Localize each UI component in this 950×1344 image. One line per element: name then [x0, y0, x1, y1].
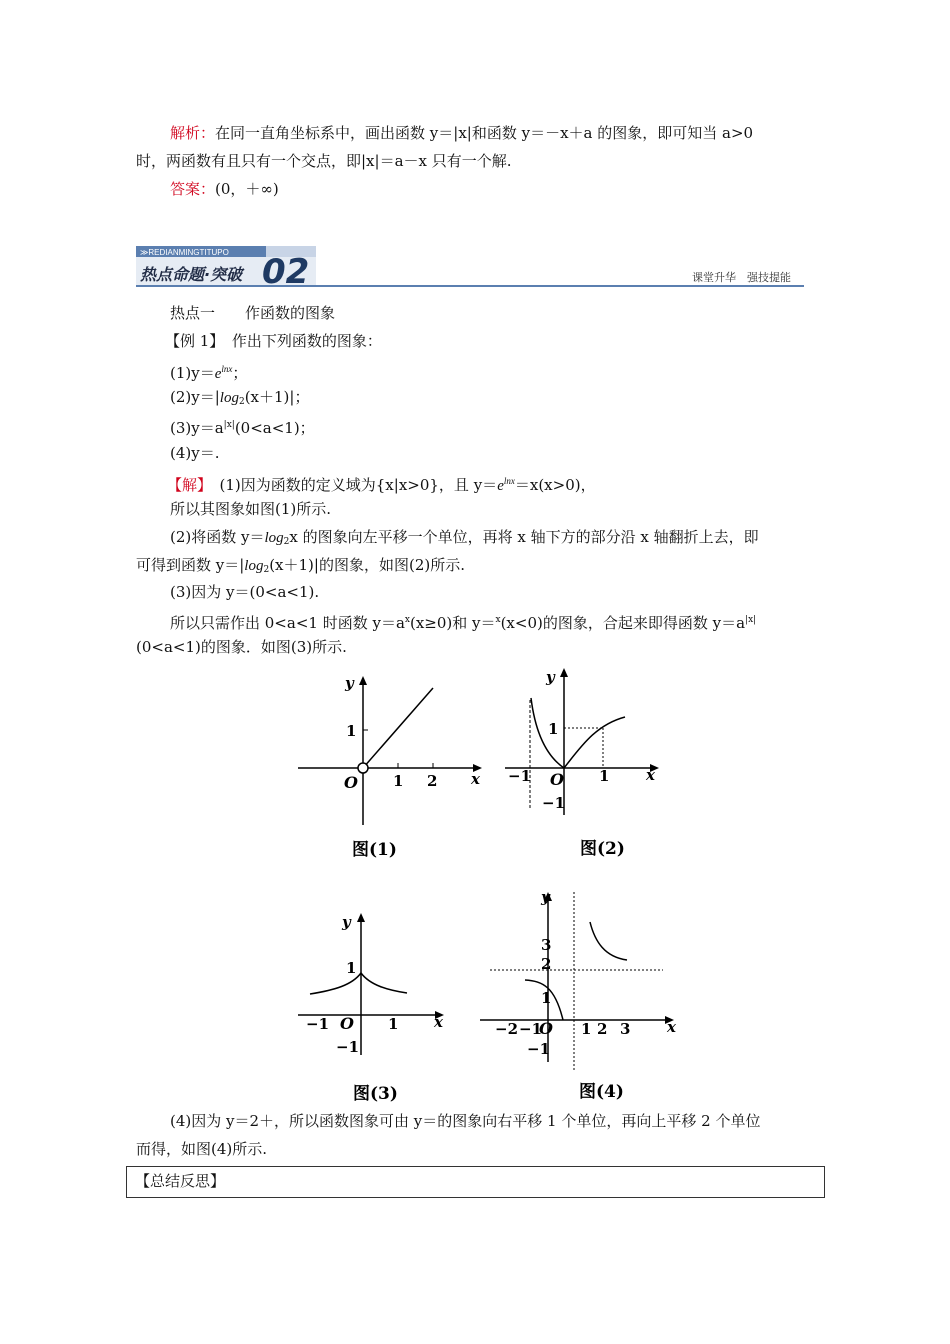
fig2-tick-ym1: −1 [542, 794, 566, 812]
fig3-tick-x1: 1 [388, 1015, 399, 1033]
fig1-origin: O [344, 773, 358, 792]
fig2-tick-xm1: −1 [508, 767, 532, 785]
figure-4 [475, 882, 690, 1108]
analysis-text-1: 在同一直角坐标系中，画出函数 y＝|x|和函数 y＝－x＋a 的图象，即可知当 a>0 [215, 124, 754, 142]
banner-small-text: ≫REDIANMINGTITUPO [140, 248, 229, 257]
solution-line-3: (2)将函数 $y=\log_2x$ 的图象向左平移一个单位，再将 x 轴下方的部分沿 x 轴翻折上去，即 [170, 528, 759, 547]
summary-label: 【总结反思】 [135, 1172, 226, 1190]
fig4-tick-xm2: −2 [495, 1020, 519, 1038]
example-item-4: (4)y＝. [170, 444, 220, 462]
fig1-tick-x2: 2 [427, 772, 438, 790]
fig1-tick-y1: 1 [346, 722, 357, 740]
fig4-caption: 图(4) [579, 1082, 624, 1102]
figure-1 [290, 670, 490, 869]
fig2-caption: 图(2) [580, 839, 625, 859]
fig4-tick-y1: 1 [541, 989, 552, 1007]
fig3-y-label: y [342, 913, 351, 931]
solution-line-1: 【解】 (1)因为函数的定义域为{x|x>0}，且 $y=e^{lnx}=x(x>0)$， [167, 476, 596, 494]
fig3-tick-y1: 1 [346, 959, 357, 977]
fig4-x-label: x [667, 1018, 676, 1036]
fig4-origin: O [539, 1019, 553, 1038]
example-text: 作出下列函数的图象： [216, 332, 382, 350]
solution-line-6: 所以只需作出 0<a<1 时函数 $y=a^x(x\ge 0)$和 y＝$^x$(x<0)的图象，合起来即得函数 $y=a^{|x|}$ [170, 614, 757, 632]
analysis-label: 解析： [170, 124, 216, 142]
fig4-tick-y3: 3 [541, 936, 552, 954]
fig3-caption: 图(3) [353, 1084, 398, 1104]
summary-box [126, 1166, 825, 1198]
example-heading [165, 331, 382, 351]
section-title: 热点一 作函数的图象 [170, 304, 336, 322]
fig1-tick-x1: 1 [393, 772, 404, 790]
answer-label: 答案： [170, 180, 216, 198]
answer-value: (0，＋∞) [215, 180, 279, 198]
banner-number: 02 [262, 252, 310, 287]
section-banner [136, 243, 804, 287]
solution-line-7: (0<a<1)的图象．如图(3)所示. [136, 638, 347, 656]
analysis-line-2: 时，两函数有且只有一个交点，即|x|＝a－x 只有一个解. [136, 152, 512, 170]
banner-title: 热点命题·突破 [140, 265, 243, 284]
example-item-3: $(3)y=a^{|x|}(0<a<1)$； [170, 419, 315, 437]
fig3-tick-xm1: −1 [306, 1015, 330, 1033]
fig2-tick-y1: 1 [548, 720, 559, 738]
fig4-y-label: y [541, 888, 550, 906]
fig4-tick-x3: 3 [620, 1020, 631, 1038]
analysis-line-1 [170, 123, 753, 143]
solution-line-9: 而得，如图(4)所示. [136, 1140, 268, 1158]
answer-line [170, 179, 279, 199]
solution-line-2: 所以其图象如图(1)所示. [170, 500, 332, 518]
fig1-caption: 图(1) [352, 840, 397, 860]
fig3-tick-ym1: −1 [336, 1038, 360, 1056]
fig2-tick-x1: 1 [599, 767, 610, 785]
example-item-1: $(1)y=e^{lnx}$； [170, 364, 248, 382]
fig2-y-label: y [546, 668, 555, 686]
solution-line-8: (4)因为 y＝2＋，所以函数图象可由 y＝的图象向右平移 1 个单位，再向上平移 2 个单位 [170, 1112, 761, 1130]
fig4-tick-x2: 2 [597, 1020, 608, 1038]
solution-line-4: 可得到函数 $y=|\log_2(x+1)|$的图象，如图(2)所示. [136, 556, 465, 575]
fig4-tick-y2: 2 [541, 955, 552, 973]
fig3-origin: O [340, 1014, 354, 1033]
fig4-tick-xm1: −1 [519, 1020, 543, 1038]
figure-3 [290, 905, 460, 1109]
fig1-y-label: y [345, 674, 354, 692]
example-label: 【例 1】 [165, 332, 217, 350]
fig4-tick-ym1: −1 [527, 1040, 551, 1058]
solution-line-5: (3)因为 y＝(0<a<1). [170, 583, 320, 601]
fig2-x-label: x [646, 766, 655, 784]
fig4-tick-x1: 1 [581, 1020, 592, 1038]
banner-right-text: 课堂升华 强技提能 [692, 271, 791, 284]
fig1-x-label: x [471, 770, 480, 788]
example-item-2: $(2)y=|\log_2(x+1)|$； [170, 388, 310, 407]
solution-label: 【解】 [167, 476, 205, 494]
fig3-x-label: x [434, 1013, 443, 1031]
figure-2 [500, 660, 670, 869]
fig2-origin: O [550, 770, 564, 789]
